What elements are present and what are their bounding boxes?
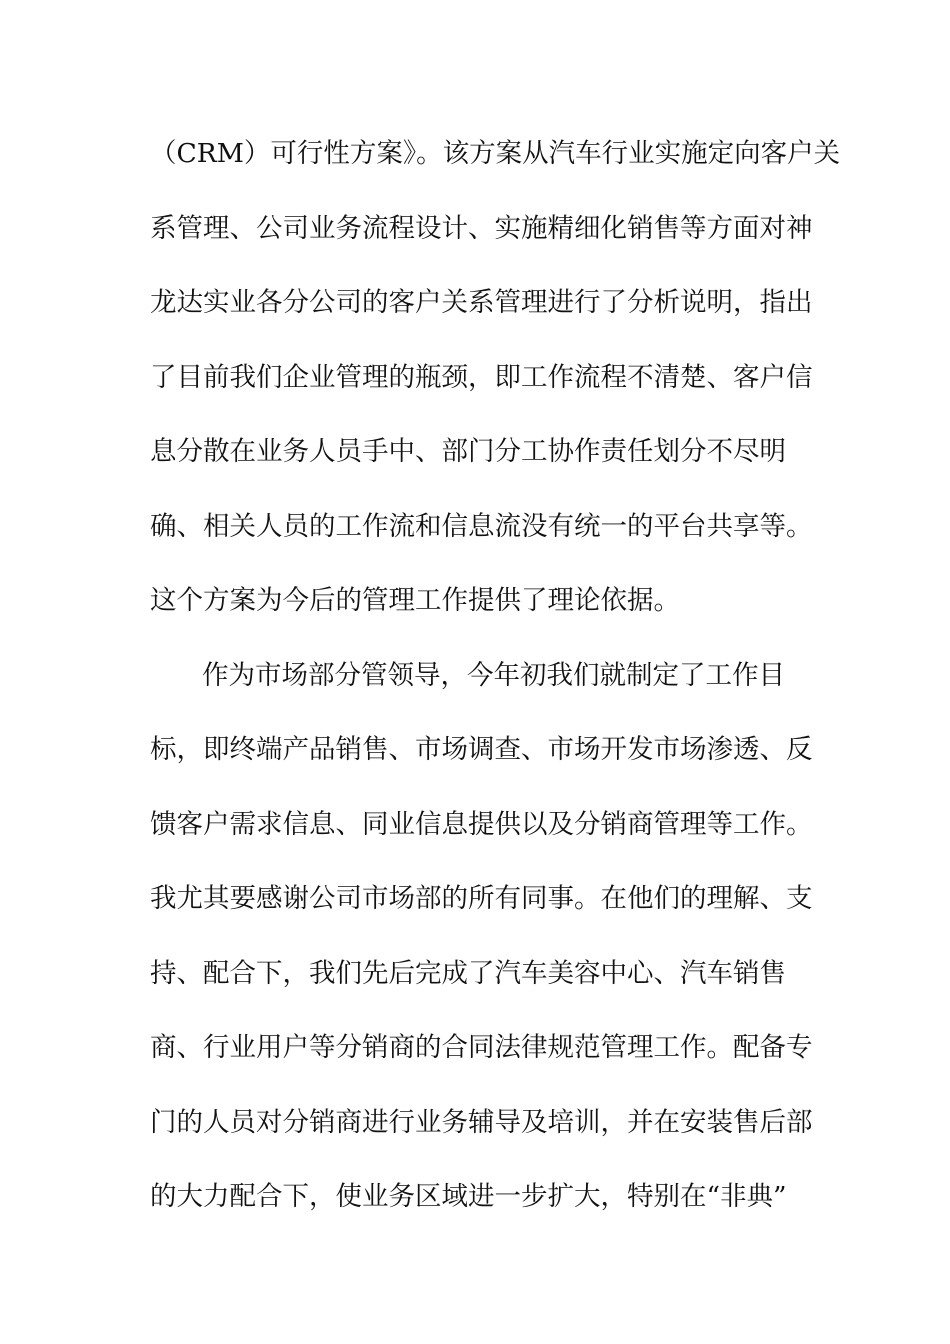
text-line: 商、行业用户等分销商的合同法律规范管理工作。配备专 xyxy=(150,1032,813,1063)
text-line: 的大力配合下，使业务区域进一步扩大，特别在“非典” xyxy=(150,1181,787,1212)
text-line: （CRM）可行性方案》。该方案从汽车行业实施定向客户关 xyxy=(150,138,841,169)
text-line: 息分散在业务人员手中、部门分工协作责任划分不尽明 xyxy=(150,436,786,467)
text-line: 龙达实业各分公司的客户关系管理进行了分析说明，指出 xyxy=(150,287,813,318)
text-line: 门的人员对分销商进行业务辅导及培训，并在安装售后部 xyxy=(150,1106,813,1138)
text-line: 系管理、公司业务流程设计、实施精细化销售等方面对神 xyxy=(150,212,813,244)
text-line: 这个方案为今后的管理工作提供了理论依据。 xyxy=(150,585,680,616)
text-line: 标，即终端产品销售、市场调查、市场开发市场渗透、反 xyxy=(150,734,813,765)
text-line: 馈客户需求信息、同业信息提供以及分销商管理等工作。 xyxy=(150,808,813,840)
text-line: 确、相关人员的工作流和信息流没有统一的平台共享等。 xyxy=(150,510,813,542)
text-line: 了目前我们企业管理的瓶颈，即工作流程不清楚、客户信 xyxy=(150,361,813,393)
text-line: 持、配合下，我们先后完成了汽车美容中心、汽车销售 xyxy=(150,957,786,989)
body-text xyxy=(150,128,841,1246)
paragraph-first-line: 作为市场部分管领导，今年初我们就制定了工作目 xyxy=(202,659,785,691)
text-line: 我尤其要感谢公司市场部的所有同事。在他们的理解、支 xyxy=(150,883,813,914)
